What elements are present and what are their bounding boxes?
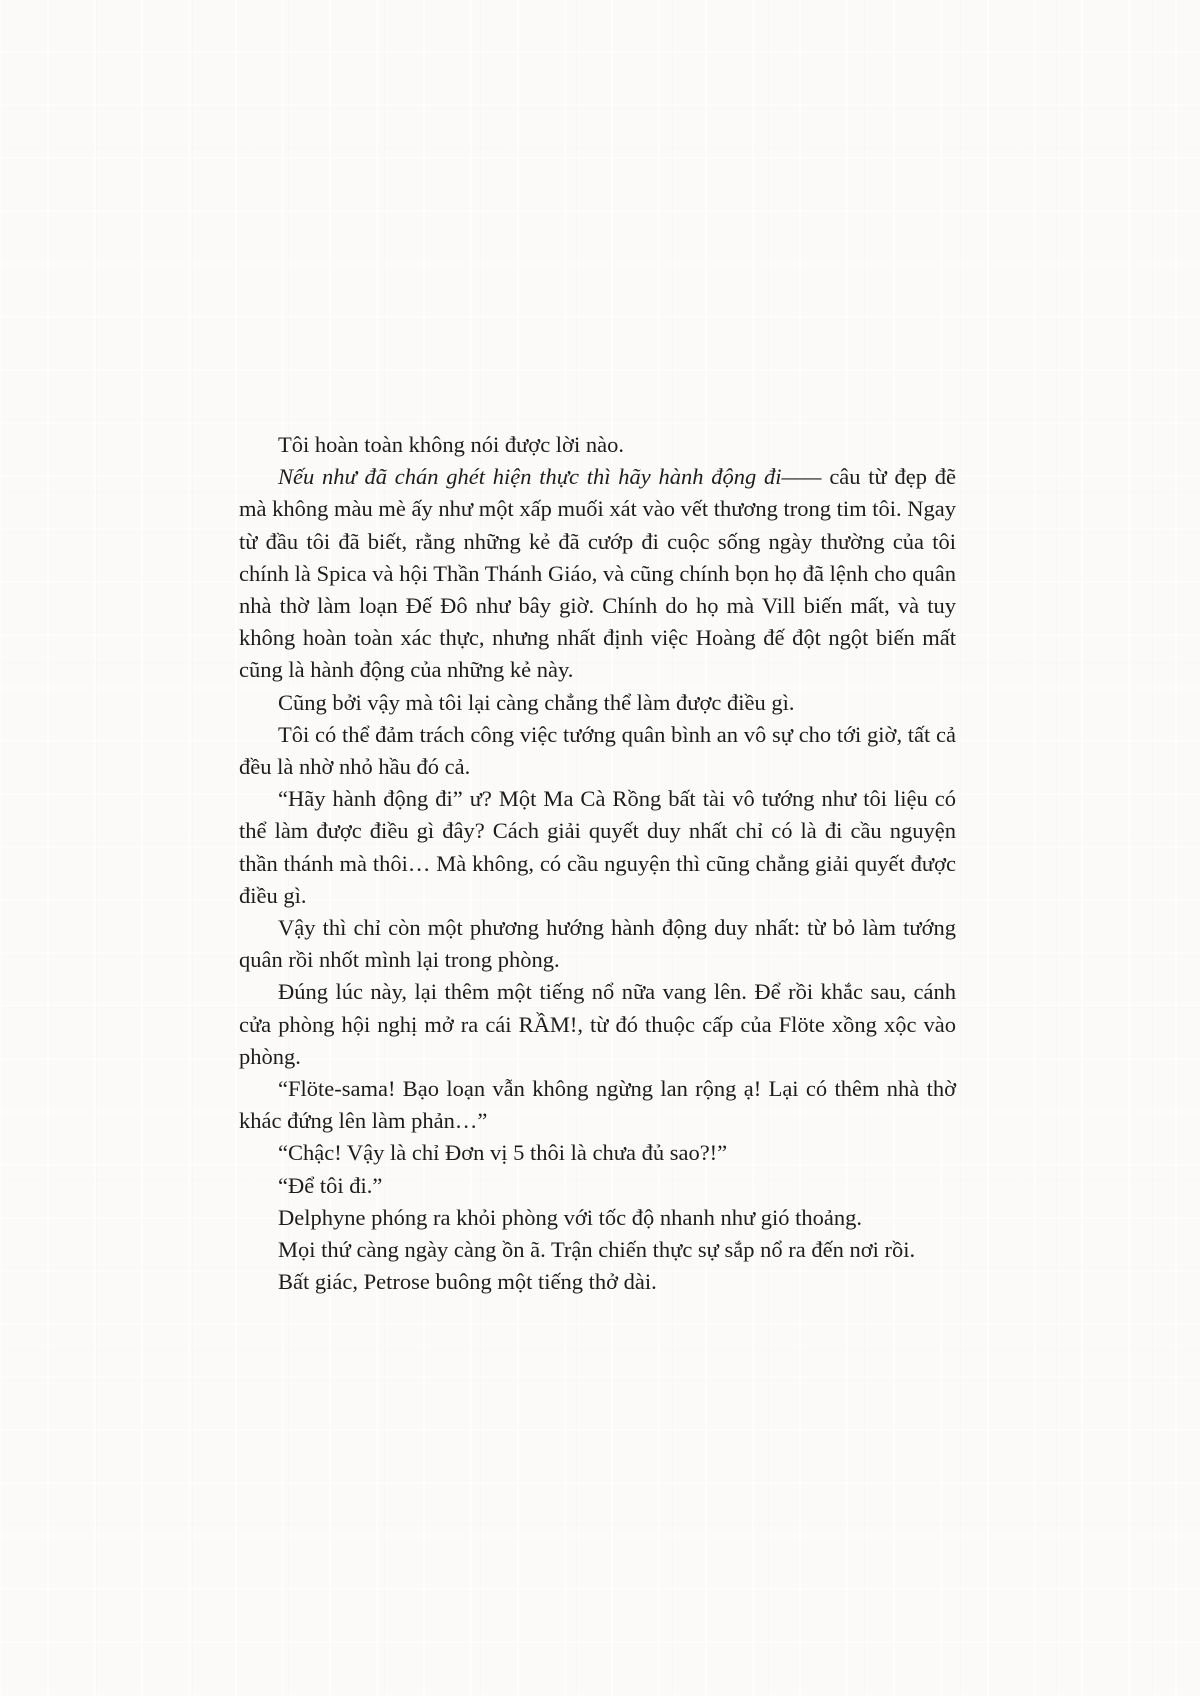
paragraph <box>239 461 956 686</box>
paragraph: Đúng lúc này, lại thêm một tiếng nổ nữa vang lên. Để rồi khắc sau, cánh cửa phòng hội nghị mở ra cái RẦM!, từ đó thuộc cấp của Flöte xồng xộc vào phòng. <box>239 979 956 1069</box>
paragraph: “Hãy hành động đi” ư? Một Ma Cà Rồng bất tài vô tướng như tôi liệu có thể làm được điều gì đây? Cách giải quyết duy nhất chỉ có là đi cầu nguyện thần thánh mà thôi… Mà không, có cầu nguyện thì cũng chẳng giải quyết được điều gì. <box>239 786 956 908</box>
paragraph: “Flöte-sama! Bạo loạn vẫn không ngừng lan rộng ạ! Lại có thêm nhà thờ khác đứng lên làm phản…” <box>239 1076 956 1134</box>
paragraph: Vậy thì chỉ còn một phương hướng hành động duy nhất: từ bỏ làm tướng quân rồi nhốt mình lại trong phòng. <box>239 915 956 973</box>
paragraph: Tôi hoàn toàn không nói được lời nào. <box>278 432 624 457</box>
paragraph: Delphyne phóng ra khỏi phòng với tốc độ nhanh như gió thoảng. <box>278 1204 863 1230</box>
paragraph: “Chậc! Vậy là chỉ Đơn vị 5 thôi là chưa đủ sao?!” <box>278 1140 728 1166</box>
paragraph: Mọi thứ càng ngày càng ồn ã. Trận chiến thực sự sắp nổ ra đến nơi rồi. <box>278 1237 916 1263</box>
paragraph: Cũng bởi vậy mà tôi lại càng chẳng thể làm được điều gì. <box>278 689 795 715</box>
paragraph: “Để tôi đi.” <box>278 1172 383 1198</box>
paragraph-text: câu từ đẹp đẽ mà không màu mè ấy như một xấp muối xát vào vết thương trong tim tôi. Ngay từ đầu tôi đã biết, rằng những kẻ đã cướp đi cuộc sống ngày thường của tôi chính là Spica và hội Thần Thánh Giáo, và cũng chính bọn họ đã lệnh cho quân nhà thờ làm loạn Đế Đô như bây giờ. Chính do họ mà Vill biến mất, và tuy không hoàn toàn xác thực, nhưng nhất định việc Hoàng đế đột ngột biến mất cũng là hành động của những kẻ này. <box>239 464 956 683</box>
body-text <box>239 429 956 1298</box>
paragraph: Tôi có thể đảm trách công việc tướng quân bình an vô sự cho tới giờ, tất cả đều là nhờ nhỏ hầu đó cả. <box>239 721 956 780</box>
paragraph: Bất giác, Petrose buông một tiếng thở dài. <box>278 1269 657 1295</box>
italic-quote: Nếu như đã chán ghét hiện thực thì hãy hành động đi—— <box>278 464 822 490</box>
